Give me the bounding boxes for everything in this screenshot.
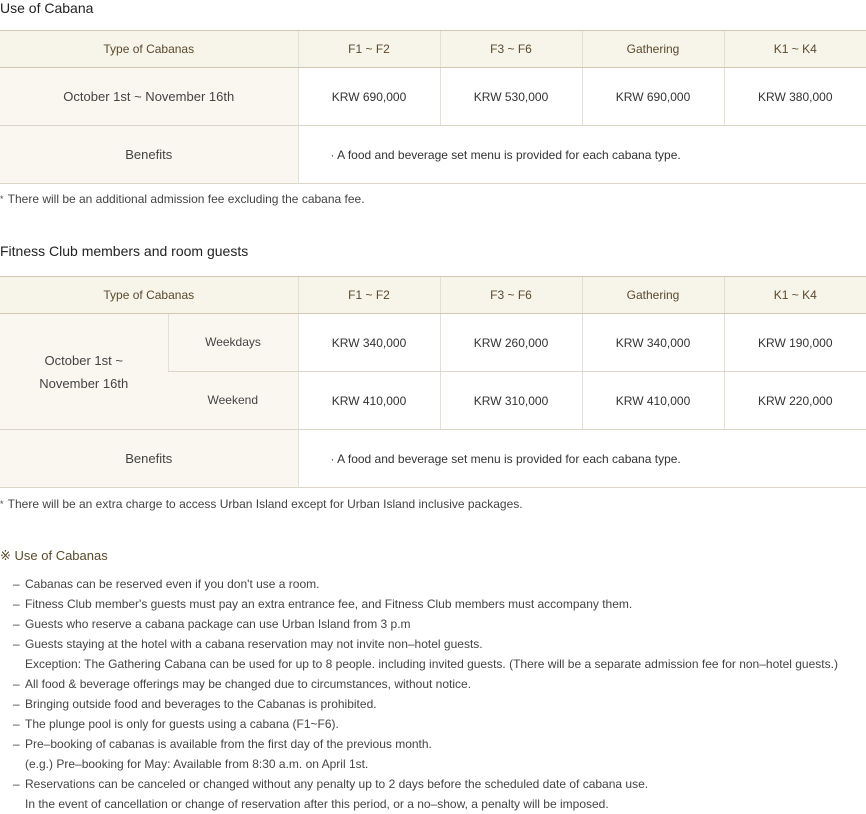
urban-island-note bbox=[0, 497, 523, 511]
header-f1-f2: F1 ~ F2 bbox=[298, 31, 440, 68]
benefits-text: · A food and beverage set menu is provided for each cabana type. bbox=[298, 430, 866, 488]
list-item bbox=[0, 714, 866, 734]
dash-bullet: – bbox=[13, 597, 20, 611]
cabana-section-title: Use of Cabana bbox=[0, 0, 94, 16]
benefits-text: · A food and beverage set menu is provided for each cabana type. bbox=[298, 126, 866, 184]
list-item bbox=[0, 614, 866, 634]
price-cell: KRW 530,000 bbox=[440, 68, 582, 126]
dash-bullet: – bbox=[13, 697, 20, 711]
header-f3-f6: F3 ~ F6 bbox=[440, 277, 582, 314]
price-cell: KRW 690,000 bbox=[582, 68, 724, 126]
period-cell: October 1st ~ November 16th bbox=[0, 68, 298, 126]
cabana-price-table bbox=[0, 30, 866, 184]
fitness-section-title: Fitness Club members and room guests bbox=[0, 243, 249, 259]
rule-text: Pre–booking of cabanas is available from the first day of the previous month. bbox=[25, 737, 432, 751]
list-item bbox=[0, 694, 866, 714]
rule-text: Fitness Club member's guests must pay an extra entrance fee, and Fitness Club members must accompany them. bbox=[25, 597, 633, 611]
table-row bbox=[0, 68, 866, 126]
weekend-label: Weekend bbox=[168, 372, 298, 430]
dash-bullet: – bbox=[13, 637, 20, 651]
header-f1-f2: F1 ~ F2 bbox=[298, 277, 440, 314]
note-asterisk: * bbox=[0, 499, 4, 509]
header-k1-k4: K1 ~ K4 bbox=[724, 31, 866, 68]
list-item bbox=[0, 774, 866, 814]
table-row bbox=[0, 314, 866, 372]
rule-text: Guests staying at the hotel with a cabana reservation may not invite non–hotel guests. bbox=[25, 637, 483, 651]
rule-text: The plunge pool is only for guests using a cabana (F1~F6). bbox=[25, 717, 339, 731]
rules-list bbox=[0, 574, 866, 814]
period-cell bbox=[0, 314, 168, 430]
dash-bullet: – bbox=[13, 717, 20, 731]
use-of-cabanas-title: ※ Use of Cabanas bbox=[0, 548, 108, 563]
price-cell: KRW 690,000 bbox=[298, 68, 440, 126]
note-asterisk: * bbox=[0, 194, 4, 204]
benefits-row bbox=[0, 430, 866, 488]
rule-text: Guests who reserve a cabana package can use Urban Island from 3 p.m bbox=[25, 617, 411, 631]
benefits-label: Benefits bbox=[0, 430, 298, 488]
table-header-row bbox=[0, 277, 866, 314]
price-cell: KRW 190,000 bbox=[724, 314, 866, 372]
price-cell: KRW 340,000 bbox=[582, 314, 724, 372]
note-text: There will be an extra charge to access Urban Island except for Urban Island inclusive packages. bbox=[7, 497, 523, 511]
list-item bbox=[0, 674, 866, 694]
price-cell: KRW 410,000 bbox=[298, 372, 440, 430]
rule-text: Cabanas can be reserved even if you don't use a room. bbox=[25, 577, 320, 591]
weekdays-label: Weekdays bbox=[168, 314, 298, 372]
dash-bullet: – bbox=[13, 777, 20, 791]
price-cell: KRW 310,000 bbox=[440, 372, 582, 430]
header-type-of-cabanas: Type of Cabanas bbox=[0, 277, 298, 314]
header-gathering: Gathering bbox=[582, 277, 724, 314]
price-cell: KRW 380,000 bbox=[724, 68, 866, 126]
price-cell: KRW 410,000 bbox=[582, 372, 724, 430]
rule-subtext: In the event of cancellation or change of reservation after this period, or a no–show, a penalty will be imposed. bbox=[25, 797, 609, 811]
rule-text: Bringing outside food and beverages to the Cabanas is prohibited. bbox=[25, 697, 377, 711]
header-type-of-cabanas: Type of Cabanas bbox=[0, 31, 298, 68]
header-f3-f6: F3 ~ F6 bbox=[440, 31, 582, 68]
dash-bullet: – bbox=[13, 677, 20, 691]
dash-bullet: – bbox=[13, 617, 20, 631]
list-item bbox=[0, 574, 866, 594]
rule-subtext: Exception: The Gathering Cabana can be used for up to 8 people. including invited guests. (There will be a separate admission fee for non–hotel guests.) bbox=[25, 657, 838, 671]
list-item bbox=[0, 734, 866, 774]
admission-note bbox=[0, 192, 365, 206]
rule-text: All food & beverage offerings may be changed due to circumstances, without notice. bbox=[25, 677, 472, 691]
benefits-row bbox=[0, 126, 866, 184]
benefits-label: Benefits bbox=[0, 126, 298, 184]
fitness-price-table bbox=[0, 276, 866, 488]
rule-subtext: (e.g.) Pre–booking for May: Available from 8:30 a.m. on April 1st. bbox=[25, 757, 369, 771]
price-cell: KRW 260,000 bbox=[440, 314, 582, 372]
table-header-row bbox=[0, 31, 866, 68]
period-line-1: October 1st ~ bbox=[44, 352, 123, 368]
list-item bbox=[0, 634, 866, 674]
list-item bbox=[0, 594, 866, 614]
header-k1-k4: K1 ~ K4 bbox=[724, 277, 866, 314]
rule-text: Reservations can be canceled or changed without any penalty up to 2 days before the scheduled date of cabana use. bbox=[25, 777, 649, 791]
header-gathering: Gathering bbox=[582, 31, 724, 68]
price-cell: KRW 340,000 bbox=[298, 314, 440, 372]
note-text: There will be an additional admission fee excluding the cabana fee. bbox=[7, 192, 365, 206]
dash-bullet: – bbox=[13, 737, 20, 751]
price-cell: KRW 220,000 bbox=[724, 372, 866, 430]
period-line-2: November 16th bbox=[39, 375, 129, 391]
dash-bullet: – bbox=[13, 577, 20, 591]
